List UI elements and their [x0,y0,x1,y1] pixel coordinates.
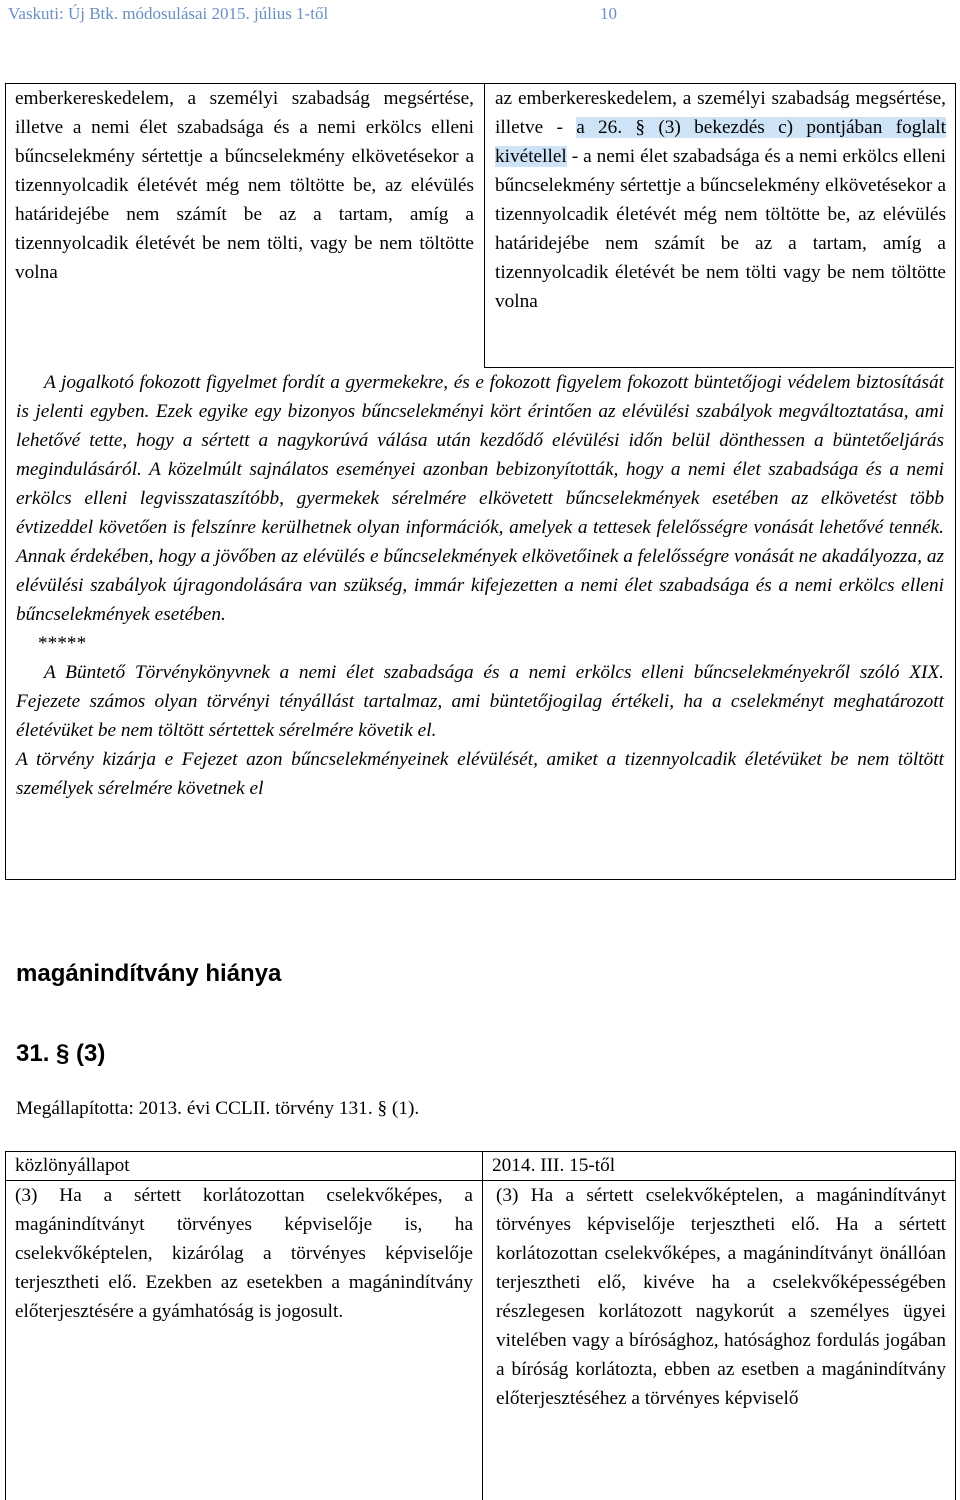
versions-table [5,1151,956,1500]
commentary-paragraph-2: A Büntető Törvénykönyvnek a nemi élet szabadsága és a nemi erkölcs elleni bűncselekményekről szóló XIX. Fejezete számos olyan törvényi tényállást tartalmaz, ami büntetőjogilag értékeli, ha a cselekményt meghatározott életévüket be nem töltött sértettek sérelmére követik el. [16,662,944,741]
version-text-current: (3) Ha a sértett cselekvőképtelen, a magánindítványt törvényes képviselője terjesztheti elő. Ha a sértett korlátozottan cselekvőképes, a magánindítványt önállóan terjesztheti elő, kivéve ha a cselekvőképességében részlegesen korlátozott nagykorút a személyes ügyei vitelében vagy a bírósághoz, hatósághoz fordulás jogában a bíróság korlátozta, ebben az esetben a magánindítvány előterjesztéséhez a törvényes képviselő [496,1185,946,1409]
comparison-row [6,84,955,368]
old-text: emberkereskedelem, a személyi szabadság megsértése, illetve a nemi élet szabadsága és a nemi erkölcs elleni bűncselekmény sértettje a bűncselekmény elkövetésekor a tizennyolcadik életévét még nem töltötte be, az elévülés határidejébe nem számít be az a tartam, amíg a tizennyolcadik életévét be nem tölti, vagy be nem töltötte volna [15,88,474,283]
version-column-gazette [5,1151,483,1500]
section-title: magánindítvány hiánya [16,960,282,987]
new-text-after: - a nemi élet szabadsága és a nemi erkölcs elleni bűncselekmény sértettje a bűncselekmény elkövetésekor a tizennyolcadik életévét még nem töltötte be, az elévülés határidejébe nem számít be az a tartam, amíg a tizennyolcadik életévét be nem tölti vagy be nem töltötte volna [495,146,946,312]
version-column-current [482,1151,956,1500]
new-text-cell [484,84,954,368]
established-by: Megállapította: 2013. évi CCLII. törvény 131. § (1). [16,1098,420,1119]
separator-stars: ***** [38,633,87,654]
section-number: 31. § (3) [16,1040,106,1067]
header-title: Vaskuti: Új Btk. módosulásai 2015. július 1-től [8,4,329,23]
page-header [0,0,960,30]
comparison-table [5,83,956,880]
commentary-cell [6,368,955,878]
old-text-cell [6,84,484,368]
version-header-gazette: közlönyállapot [6,1152,482,1181]
highlighted-reference-link[interactable]: a 26. § (3) bekezdés c) pontjában foglalt kivétellel [495,117,946,167]
new-text-before: az emberkereskedelem, a személyi szabadság megsértése, illetve - [495,88,946,138]
page-number: 10 [600,4,617,23]
commentary-paragraph-3: A törvény kizárja e Fejezet azon bűncselekményeinek elévülését, amiket a tizennyolcadik életévüket be nem töltött személyek sérelmére követnek el [16,749,944,799]
commentary [16,368,944,803]
commentary-paragraph-1: A jogalkotó fokozott figyelmet fordít a gyermekekre, és e fokozott figyelem fokozott büntetőjogi védelem biztosítását is jelenti egyben. Ezek egyike egy bizonyos bűncselekményi kört érintően az elévülési szabályok megváltoztatása, ami lehetővé tette, hogy a sértett a nagykorúvá válása után kezdődő elévülési időn belül dönthessen a büntetőeljárás megindulásáról. A közelmúlt sajnálatos eseményei azonban bebizonyították, hogy a nemi élet szabadsága és a nemi erkölcs elleni legvisszataszítóbb, gyermekek sérelmére elkövetett bűncselekmények esetében az elkövetést több évtizeddel követően is felszínre kerülhetnek olyan információk, amelyek a tettesek felelősségre vonását lehetővé tennék. Annak érdekében, hogy a jövőben az elévülés e bűncselekmények elkövetőinek a felelősségre vonását ne akadályozza, az elévülési szabályok újragondolására van szükség, immár kifejezetten a nemi élet szabadsága és a nemi erkölcs elleni bűncselekmények esetében. [16,372,944,625]
new-text [495,84,946,316]
version-text-gazette: (3) Ha a sértett korlátozottan cselekvőképes, a magánindítványt törvényes képviselője is, ha cselekvőképtelen, kizárólag a törvényes képviselője terjesztheti elő. Ezekben az esetekben a magánindítvány előterjesztésére a gyámhatóság is jogosult. [15,1185,473,1322]
version-header-current: 2014. III. 15-től [483,1152,955,1181]
